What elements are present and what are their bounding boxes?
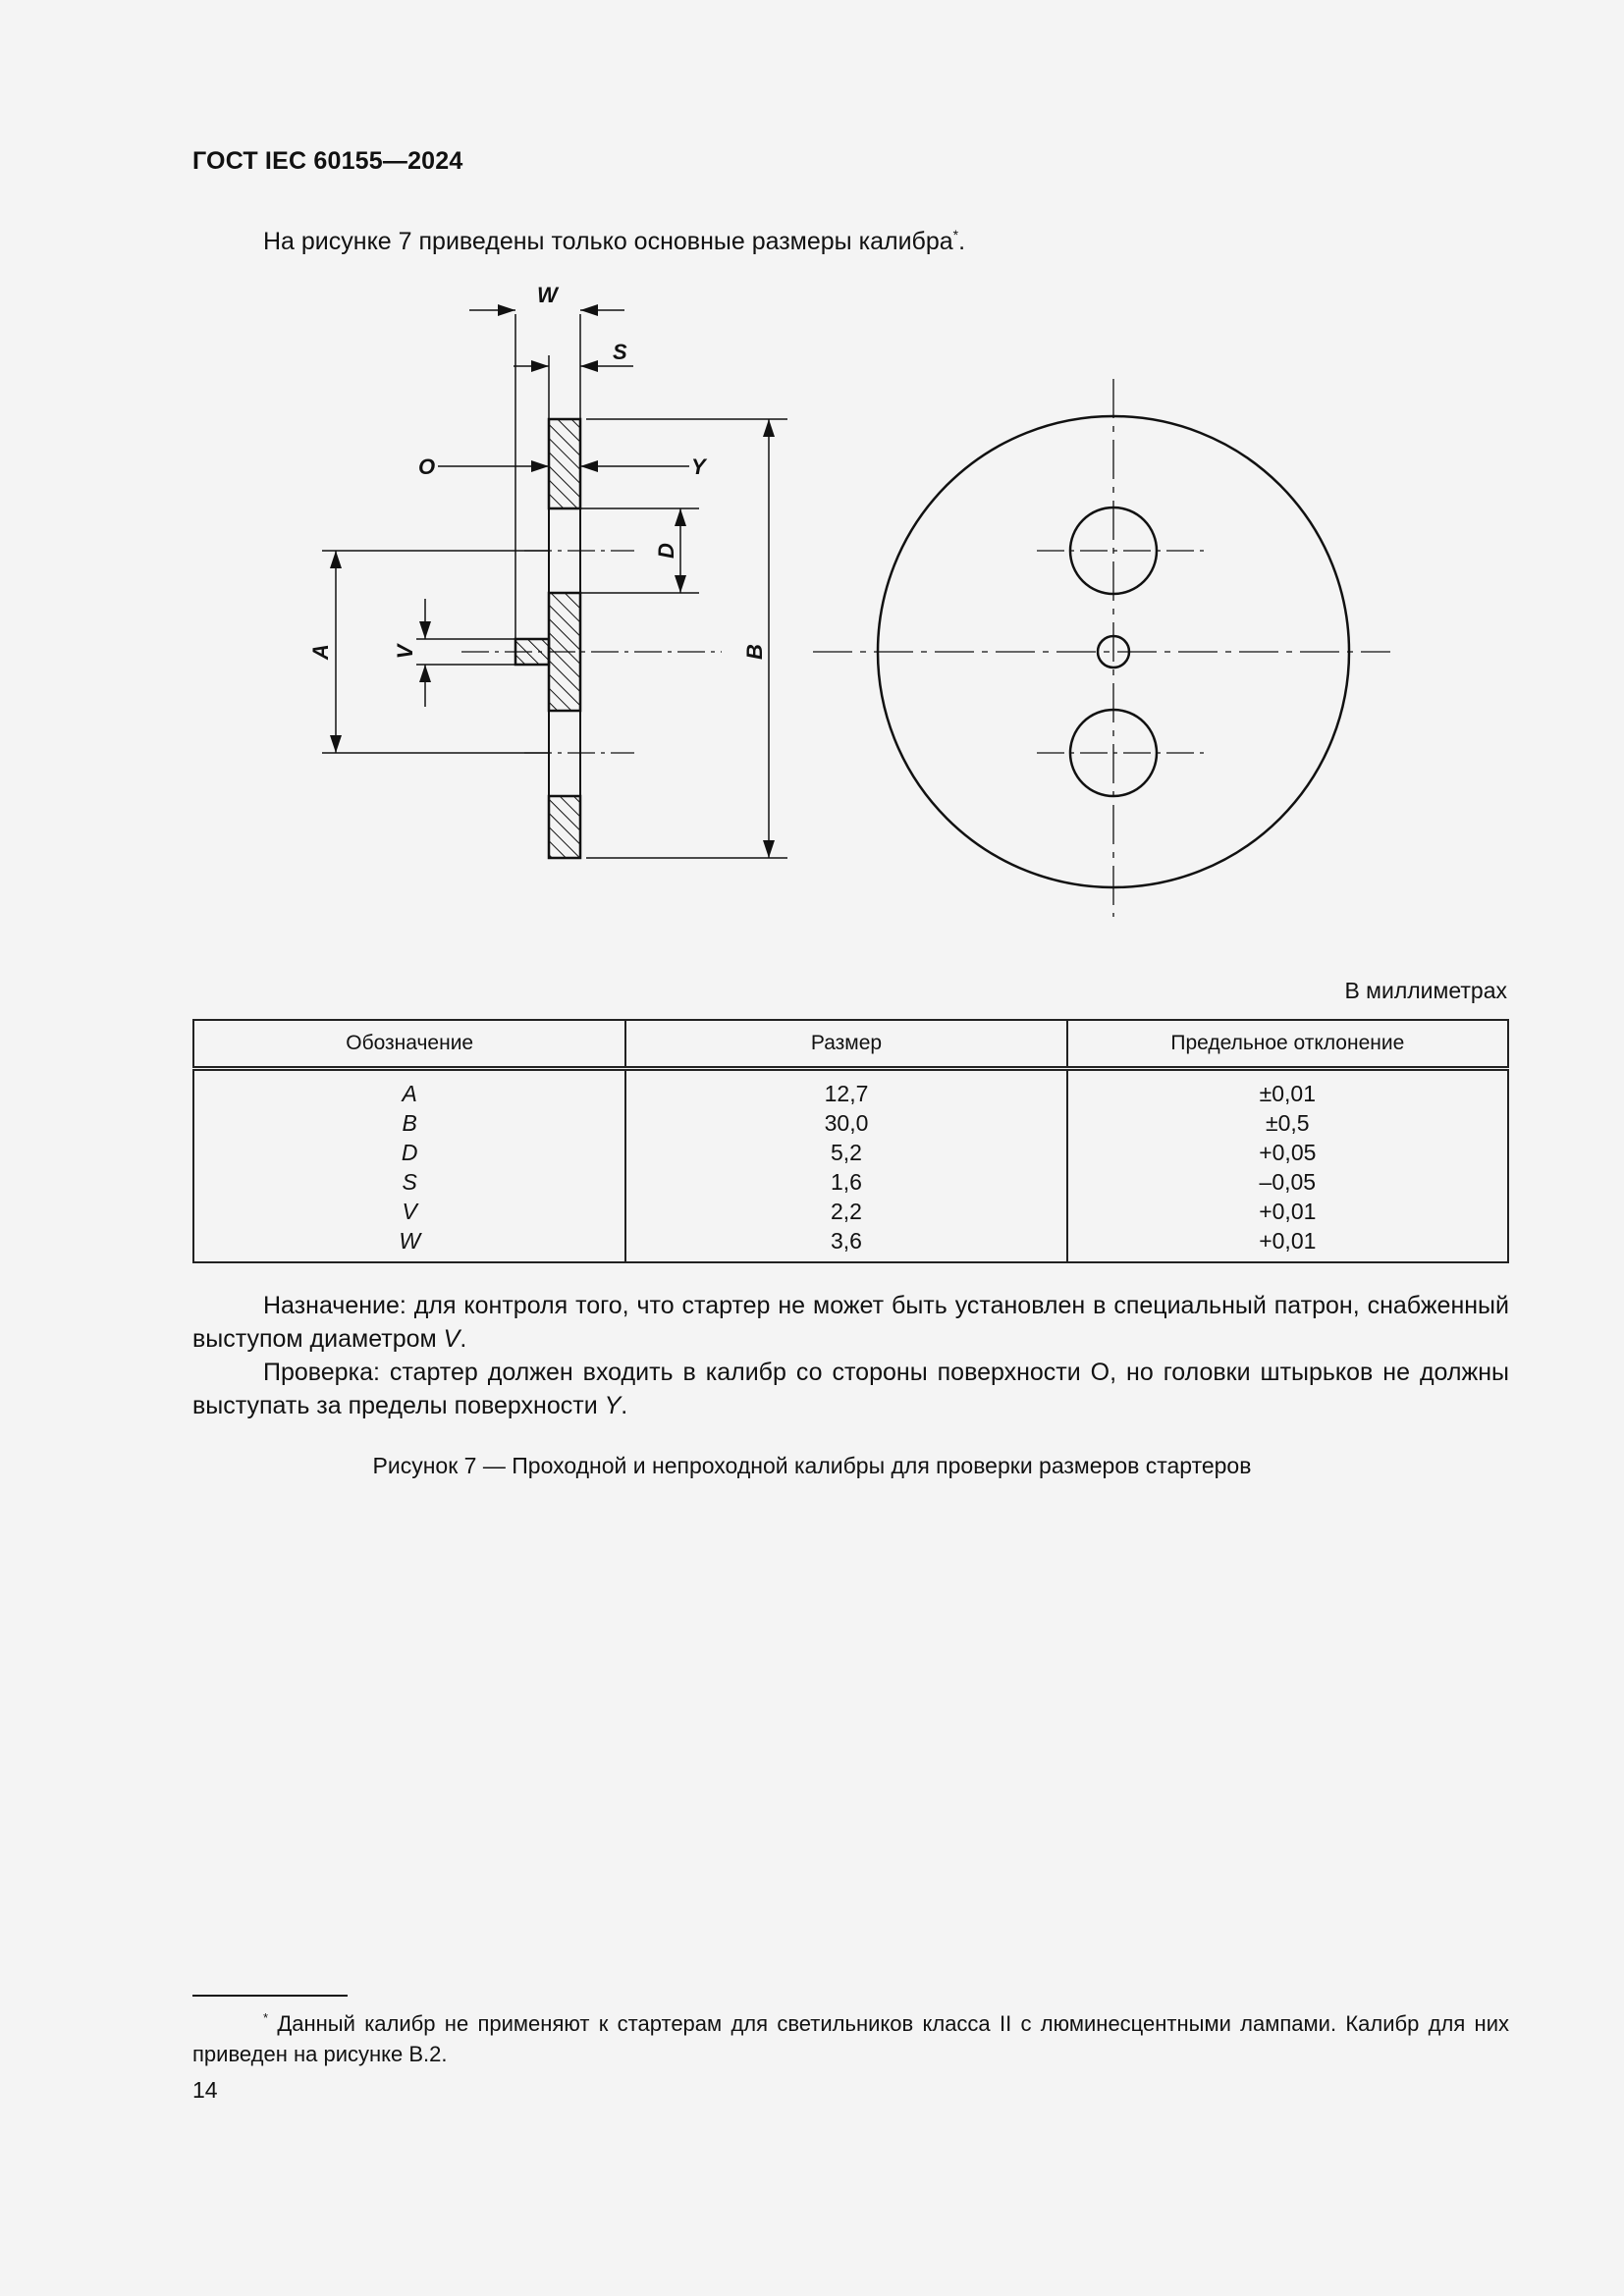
gauge-drawing xyxy=(0,265,1624,933)
check-paragraph xyxy=(192,1356,1509,1422)
plate-segment-top xyxy=(549,419,580,508)
intro-paragraph xyxy=(263,227,965,256)
label-y: Y xyxy=(691,454,706,479)
symbol-cell: D xyxy=(401,1140,418,1165)
plate-segment-bottom xyxy=(549,796,580,858)
table-row xyxy=(193,1069,1508,1263)
figure-caption: Рисунок 7 — Проходной и непроходной калибры для проверки размеров стартеров xyxy=(372,1453,1252,1478)
label-o: O xyxy=(418,454,436,479)
intro-text: На рисунке 7 приведены только основные размеры калибра xyxy=(263,228,953,255)
check-text: Проверка: стартер должен входить в калибр со стороны поверхности О, но головки штырьков не должны выступать за пределы поверхности xyxy=(192,1359,1509,1419)
label-v: V xyxy=(393,644,417,660)
purpose-paragraph xyxy=(192,1289,1509,1356)
size-cell: 5,2 xyxy=(831,1140,862,1165)
tolerance-cell: +0,01 xyxy=(1259,1199,1317,1224)
footnote-mark: * xyxy=(263,2010,269,2025)
dimensions-table xyxy=(192,1019,1509,1263)
symbol-cell: B xyxy=(402,1110,417,1136)
side-view xyxy=(322,310,787,858)
label-b: B xyxy=(742,644,767,660)
table-header-row xyxy=(193,1020,1508,1069)
label-w: W xyxy=(537,283,558,307)
purpose-symbol: V xyxy=(443,1325,460,1353)
page-number: 14 xyxy=(192,2077,218,2103)
header-tolerance: Предельное отклонение xyxy=(1067,1020,1508,1069)
header-size: Размер xyxy=(625,1020,1066,1069)
dimension-labels xyxy=(308,283,767,661)
label-s: S xyxy=(613,340,627,364)
tolerance-column xyxy=(1067,1069,1508,1263)
footnote-ref: * xyxy=(952,227,959,242)
tolerance-cell: +0,05 xyxy=(1259,1140,1317,1165)
tolerance-cell: +0,01 xyxy=(1259,1228,1317,1254)
front-view xyxy=(813,379,1390,917)
size-cell: 1,6 xyxy=(831,1169,862,1195)
size-cell: 3,6 xyxy=(831,1228,862,1254)
size-cell: 2,2 xyxy=(831,1199,862,1224)
document-header: ГОСТ IEC 60155—2024 xyxy=(192,147,463,175)
symbol-cell: A xyxy=(402,1081,417,1106)
header-designation: Обозначение xyxy=(193,1020,625,1069)
footnote xyxy=(192,2002,1509,2069)
size-cell: 30,0 xyxy=(824,1110,869,1136)
symbol-cell: V xyxy=(402,1199,417,1224)
footnote-text: Данный калибр не применяют к стартерам для светильников класса II с люминесцентными лампами. Калибр для них приведен на рисунке В.2. xyxy=(192,2011,1509,2066)
intro-end: . xyxy=(958,228,966,255)
symbol-cell: W xyxy=(399,1228,421,1254)
size-cell: 12,7 xyxy=(824,1081,869,1106)
tolerance-cell: ±0,01 xyxy=(1259,1081,1316,1106)
label-a: A xyxy=(308,644,333,660)
tolerance-cell: –0,05 xyxy=(1259,1169,1317,1195)
purpose-text: Назначение: для контроля того, что стартер не может быть установлен в специальный патрон, снабженный выступом диаметром xyxy=(192,1292,1509,1353)
footnote-separator xyxy=(192,1995,348,1997)
label-d: D xyxy=(654,543,678,559)
check-symbol: Y xyxy=(604,1392,622,1419)
size-column xyxy=(625,1069,1066,1263)
check-end: . xyxy=(621,1392,628,1419)
symbol-column xyxy=(193,1069,625,1263)
symbol-cell: S xyxy=(402,1169,417,1195)
purpose-end: . xyxy=(460,1325,467,1353)
units-note: В миллиметрах xyxy=(1344,978,1507,1003)
tolerance-cell: ±0,5 xyxy=(1266,1110,1310,1136)
